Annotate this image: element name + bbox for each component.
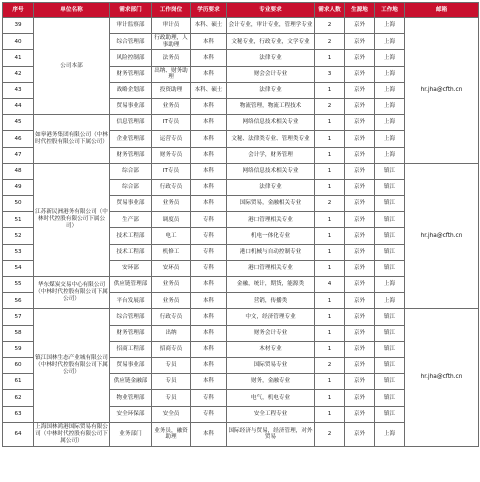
row-origin: 京外 xyxy=(345,325,375,341)
row-origin: 京外 xyxy=(345,34,375,50)
row-dept: 业务部门 xyxy=(110,422,152,446)
row-origin: 京外 xyxy=(345,66,375,82)
row-workplace: 上海 xyxy=(375,277,405,293)
row-origin: 京外 xyxy=(345,18,375,34)
row-count: 1 xyxy=(315,390,345,406)
row-seq: 40 xyxy=(3,34,34,50)
row-count: 1 xyxy=(315,179,345,195)
row-major: 财务会计专业 xyxy=(227,325,315,341)
row-edu: 本科 xyxy=(191,147,227,163)
row-workplace: 上海 xyxy=(375,66,405,82)
row-origin: 京外 xyxy=(345,422,375,446)
row-seq: 63 xyxy=(3,406,34,422)
org-name: 如皋港务集团有限公司（中林时代控股有限公司下属公司） xyxy=(34,115,110,164)
row-workplace: 镇江 xyxy=(375,212,405,228)
row-dept: 招商工程部 xyxy=(110,341,152,357)
org-name: 江苏新民洲港务有限公司（中林时代控股有限公司下属公司） xyxy=(34,163,110,276)
row-origin: 京外 xyxy=(345,98,375,114)
recruitment-table xyxy=(2,2,479,447)
row-seq: 58 xyxy=(3,325,34,341)
email-address: hr.jha@cfth.cn xyxy=(405,163,479,309)
row-workplace: 上海 xyxy=(375,422,405,446)
row-position: 业务员 xyxy=(152,293,191,309)
row-edu: 本科 xyxy=(191,115,227,131)
row-seq: 61 xyxy=(3,374,34,390)
row-dept: 战略企划部 xyxy=(110,82,152,98)
row-workplace: 上海 xyxy=(375,34,405,50)
row-workplace: 镇江 xyxy=(375,228,405,244)
row-count: 1 xyxy=(315,374,345,390)
table-row xyxy=(3,18,479,34)
row-workplace: 镇江 xyxy=(375,325,405,341)
row-edu: 本科 xyxy=(191,309,227,325)
row-position: 安环员 xyxy=(152,260,191,276)
row-major: 中文，经济管理专业 xyxy=(227,309,315,325)
row-seq: 52 xyxy=(3,228,34,244)
row-count: 2 xyxy=(315,18,345,34)
row-position: 出纳、财务助理 xyxy=(152,66,191,82)
row-position: 运营专员 xyxy=(152,131,191,147)
row-seq: 53 xyxy=(3,244,34,260)
row-count: 1 xyxy=(315,163,345,179)
row-position: 专员 xyxy=(152,390,191,406)
row-origin: 京外 xyxy=(345,406,375,422)
header-org: 单位名称 xyxy=(34,3,110,18)
header-position: 工作岗位 xyxy=(152,3,191,18)
row-edu: 专科 xyxy=(191,260,227,276)
row-workplace: 镇江 xyxy=(375,390,405,406)
row-position: 财务专员 xyxy=(152,147,191,163)
row-position: 投资助理 xyxy=(152,82,191,98)
row-origin: 京外 xyxy=(345,163,375,179)
row-edu: 本科 xyxy=(191,50,227,66)
row-position: IT专员 xyxy=(152,163,191,179)
row-dept: 安全环保部 xyxy=(110,406,152,422)
row-edu: 本科 xyxy=(191,325,227,341)
row-seq: 51 xyxy=(3,212,34,228)
row-workplace: 上海 xyxy=(375,115,405,131)
row-edu: 本科、硕士 xyxy=(191,82,227,98)
row-seq: 42 xyxy=(3,66,34,82)
row-count: 2 xyxy=(315,422,345,446)
row-dept: 安环部 xyxy=(110,260,152,276)
row-major: 国际经济与贸易，经济管理，对外贸易 xyxy=(227,422,315,446)
row-edu: 本科、硕士 xyxy=(191,18,227,34)
row-origin: 京外 xyxy=(345,179,375,195)
row-seq: 62 xyxy=(3,390,34,406)
row-major: 国际贸易，金融相关专业 xyxy=(227,196,315,212)
header-email: 邮箱 xyxy=(405,3,479,18)
row-count: 1 xyxy=(315,228,345,244)
row-origin: 京外 xyxy=(345,260,375,276)
row-seq: 39 xyxy=(3,18,34,34)
row-workplace: 镇江 xyxy=(375,196,405,212)
row-position: 出纳 xyxy=(152,325,191,341)
row-origin: 京外 xyxy=(345,374,375,390)
row-edu: 本科 xyxy=(191,196,227,212)
row-major: 法律专业 xyxy=(227,50,315,66)
row-edu: 本科 xyxy=(191,293,227,309)
row-edu: 本科 xyxy=(191,34,227,50)
row-dept: 财务管理部 xyxy=(110,325,152,341)
row-position: 专员 xyxy=(152,357,191,373)
row-origin: 京外 xyxy=(345,131,375,147)
header-edu: 学历要求 xyxy=(191,3,227,18)
row-count: 2 xyxy=(315,34,345,50)
row-dept: 财务管理部 xyxy=(110,66,152,82)
row-seq: 50 xyxy=(3,196,34,212)
row-position: 业务员 xyxy=(152,277,191,293)
header-workplace: 工作地 xyxy=(375,3,405,18)
row-major: 网络信息技术相关专业 xyxy=(227,115,315,131)
table-row xyxy=(3,309,479,325)
row-edu: 本科 xyxy=(191,357,227,373)
row-major: 法律专业 xyxy=(227,179,315,195)
row-dept: 技术工程部 xyxy=(110,244,152,260)
row-major: 木材专业 xyxy=(227,341,315,357)
row-edu: 专科 xyxy=(191,406,227,422)
row-origin: 京外 xyxy=(345,293,375,309)
row-workplace: 镇江 xyxy=(375,309,405,325)
row-major: 文秘、法律类专业、管理类专业 xyxy=(227,131,315,147)
table-row xyxy=(3,163,479,179)
row-seq: 60 xyxy=(3,357,34,373)
row-dept: 企业管理部 xyxy=(110,131,152,147)
row-count: 1 xyxy=(315,406,345,422)
email-address: hr.jha@cfth.cn xyxy=(405,309,479,446)
row-position: 机修工 xyxy=(152,244,191,260)
row-count: 4 xyxy=(315,277,345,293)
row-workplace: 镇江 xyxy=(375,179,405,195)
row-workplace: 镇江 xyxy=(375,357,405,373)
row-count: 1 xyxy=(315,115,345,131)
row-major: 电气，机电专业 xyxy=(227,390,315,406)
row-workplace: 镇江 xyxy=(375,341,405,357)
row-position: 调度员 xyxy=(152,212,191,228)
row-count: 1 xyxy=(315,309,345,325)
row-seq: 57 xyxy=(3,309,34,325)
row-dept: 供应链金融部 xyxy=(110,374,152,390)
row-origin: 京外 xyxy=(345,196,375,212)
row-major: 金融，统计，期货，能源类 xyxy=(227,277,315,293)
row-dept: 贸易事业部 xyxy=(110,196,152,212)
row-seq: 45 xyxy=(3,115,34,131)
row-position: 法务员 xyxy=(152,50,191,66)
row-workplace: 上海 xyxy=(375,82,405,98)
row-position: 业务员 xyxy=(152,98,191,114)
row-edu: 专科 xyxy=(191,228,227,244)
row-count: 1 xyxy=(315,212,345,228)
row-position: 行政专员 xyxy=(152,179,191,195)
row-origin: 京外 xyxy=(345,50,375,66)
row-dept: 贸易事业部 xyxy=(110,98,152,114)
row-edu: 专科 xyxy=(191,244,227,260)
header-seq: 序号 xyxy=(3,3,34,18)
row-major: 机电一体化专业 xyxy=(227,228,315,244)
row-major: 法律专业 xyxy=(227,82,315,98)
header-origin: 生源地 xyxy=(345,3,375,18)
row-edu: 本科 xyxy=(191,66,227,82)
row-workplace: 镇江 xyxy=(375,374,405,390)
row-count: 1 xyxy=(315,131,345,147)
row-major: 会计学，财务管理 xyxy=(227,147,315,163)
row-dept: 贸易事业部 xyxy=(110,357,152,373)
header-count: 需求人数 xyxy=(315,3,345,18)
row-dept: 综合部 xyxy=(110,163,152,179)
row-seq: 59 xyxy=(3,341,34,357)
row-dept: 综合管理部 xyxy=(110,34,152,50)
row-dept: 供应链管理部 xyxy=(110,277,152,293)
row-edu: 本科 xyxy=(191,374,227,390)
row-workplace: 上海 xyxy=(375,50,405,66)
row-count: 2 xyxy=(315,98,345,114)
header-major: 专业要求 xyxy=(227,3,315,18)
org-name: 上海国林鸿港国际贸易有限公司（中林时代控股有限公司下属公司） xyxy=(34,422,110,446)
row-count: 1 xyxy=(315,50,345,66)
row-major: 港口机械与自动控制专业 xyxy=(227,244,315,260)
row-count: 1 xyxy=(315,82,345,98)
row-workplace: 上海 xyxy=(375,293,405,309)
row-seq: 55 xyxy=(3,277,34,293)
row-seq: 54 xyxy=(3,260,34,276)
email-address: hr.jha@cfth.cn xyxy=(405,18,479,164)
row-edu: 专科 xyxy=(191,390,227,406)
row-major: 港口管理相关专业 xyxy=(227,212,315,228)
row-count: 1 xyxy=(315,341,345,357)
row-edu: 本科 xyxy=(191,277,227,293)
row-major: 文秘专业，行政专业，文学专业 xyxy=(227,34,315,50)
row-count: 2 xyxy=(315,357,345,373)
row-position: 电工 xyxy=(152,228,191,244)
row-dept: 平台发展部 xyxy=(110,293,152,309)
row-dept: 信息管理部 xyxy=(110,115,152,131)
row-edu: 本科 xyxy=(191,163,227,179)
row-origin: 京外 xyxy=(345,357,375,373)
row-dept: 审计监察部 xyxy=(110,18,152,34)
row-origin: 京外 xyxy=(345,147,375,163)
row-origin: 京外 xyxy=(345,309,375,325)
row-dept: 财务管理部 xyxy=(110,147,152,163)
row-seq: 64 xyxy=(3,422,34,446)
row-major: 财务，金融专业 xyxy=(227,374,315,390)
row-seq: 41 xyxy=(3,50,34,66)
table-body xyxy=(3,18,479,447)
row-seq: 56 xyxy=(3,293,34,309)
row-workplace: 镇江 xyxy=(375,260,405,276)
row-workplace: 镇江 xyxy=(375,163,405,179)
row-position: 业务员 xyxy=(152,196,191,212)
row-major: 财会会计专业 xyxy=(227,66,315,82)
row-position: 行政助理，人事助理 xyxy=(152,34,191,50)
row-edu: 本科 xyxy=(191,131,227,147)
row-workplace: 上海 xyxy=(375,18,405,34)
row-count: 1 xyxy=(315,325,345,341)
row-dept: 风险控制部 xyxy=(110,50,152,66)
row-origin: 京外 xyxy=(345,115,375,131)
row-position: 业务员，融资助理 xyxy=(152,422,191,446)
row-count: 1 xyxy=(315,147,345,163)
row-count: 3 xyxy=(315,66,345,82)
row-workplace: 镇江 xyxy=(375,244,405,260)
row-origin: 京外 xyxy=(345,341,375,357)
header-dept: 需求部门 xyxy=(110,3,152,18)
row-position: IT专员 xyxy=(152,115,191,131)
row-major: 营销，传播类 xyxy=(227,293,315,309)
row-workplace: 上海 xyxy=(375,98,405,114)
org-name: 公司本部 xyxy=(34,18,110,115)
row-edu: 本科 xyxy=(191,98,227,114)
org-name: 镇江国林生态产业城有限公司（中林时代控股有限公司下属公司） xyxy=(34,309,110,422)
row-count: 1 xyxy=(315,260,345,276)
row-seq: 43 xyxy=(3,82,34,98)
row-seq: 48 xyxy=(3,163,34,179)
row-position: 安全员 xyxy=(152,406,191,422)
row-workplace: 上海 xyxy=(375,131,405,147)
row-dept: 综合管理部 xyxy=(110,309,152,325)
org-name: 华东煤炭交易中心有限公司（中林时代控股有限公司下属公司） xyxy=(34,277,110,309)
row-dept: 物业管理部 xyxy=(110,390,152,406)
row-position: 审计员 xyxy=(152,18,191,34)
row-seq: 44 xyxy=(3,98,34,114)
row-dept: 综合部 xyxy=(110,179,152,195)
row-dept: 技术工程部 xyxy=(110,228,152,244)
row-major: 安全工程专业 xyxy=(227,406,315,422)
row-origin: 京外 xyxy=(345,82,375,98)
row-workplace: 上海 xyxy=(375,147,405,163)
row-seq: 49 xyxy=(3,179,34,195)
row-origin: 京外 xyxy=(345,277,375,293)
row-count: 2 xyxy=(315,196,345,212)
row-position: 专员 xyxy=(152,374,191,390)
row-edu: 专科 xyxy=(191,212,227,228)
row-seq: 47 xyxy=(3,147,34,163)
row-major: 物流管理，物流工程技术 xyxy=(227,98,315,114)
row-origin: 京外 xyxy=(345,228,375,244)
row-workplace: 镇江 xyxy=(375,406,405,422)
header-row xyxy=(3,3,479,18)
row-major: 港口管理相关专业 xyxy=(227,260,315,276)
row-origin: 京外 xyxy=(345,212,375,228)
row-count: 1 xyxy=(315,293,345,309)
row-edu: 本科 xyxy=(191,422,227,446)
row-major: 国际贸易专业 xyxy=(227,357,315,373)
row-origin: 京外 xyxy=(345,244,375,260)
row-major: 会计专业，审计专业，管理学专业 xyxy=(227,18,315,34)
row-edu: 本科 xyxy=(191,341,227,357)
row-major: 网络信息技术相关专业 xyxy=(227,163,315,179)
row-seq: 46 xyxy=(3,131,34,147)
row-origin: 京外 xyxy=(345,390,375,406)
row-position: 行政专员 xyxy=(152,309,191,325)
row-edu: 本科 xyxy=(191,179,227,195)
row-dept: 生产部 xyxy=(110,212,152,228)
row-position: 招商专员 xyxy=(152,341,191,357)
row-count: 1 xyxy=(315,244,345,260)
